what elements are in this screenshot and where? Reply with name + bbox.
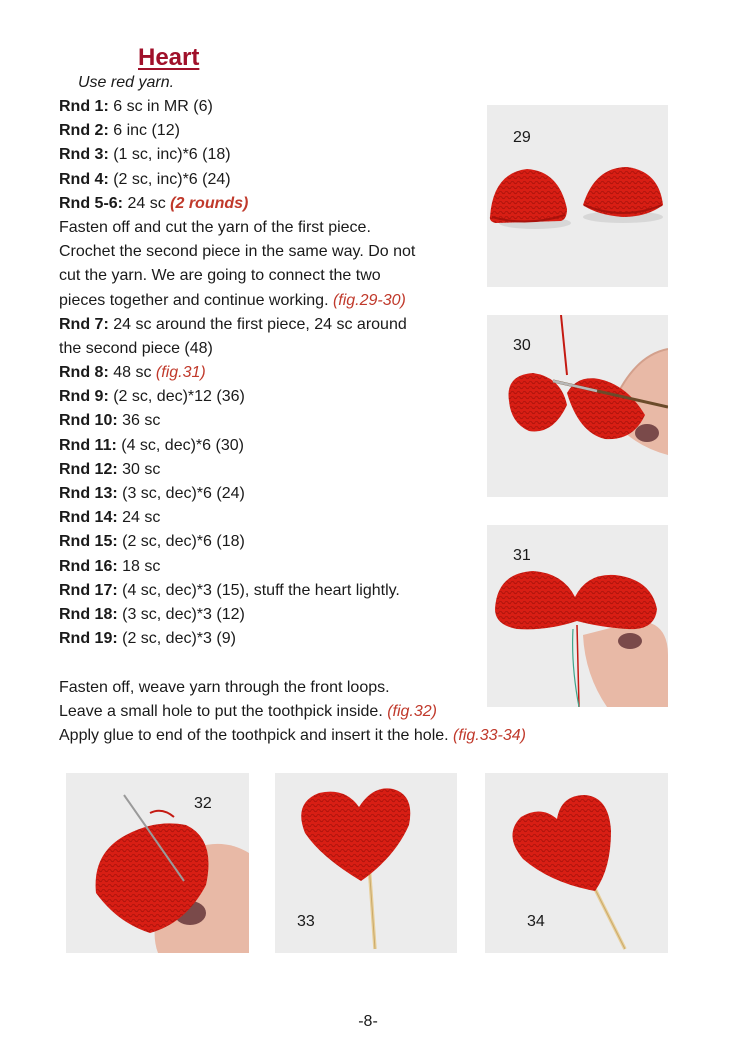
- instruction-line: [59, 192, 489, 216]
- page-title: Heart: [138, 44, 200, 71]
- round-text: 24 sc: [123, 194, 171, 212]
- round-label: Rnd 13:: [59, 485, 118, 502]
- round-text: the second piece (48): [59, 339, 213, 357]
- round-label: Rnd 7:: [59, 315, 109, 333]
- round-text: (4 sc, dec)*6 (30): [116, 436, 244, 454]
- finishing-line: [59, 724, 526, 748]
- round-text: Crochet the second piece in the same way. Do not: [59, 243, 416, 261]
- round-text: 6 sc in MR (6): [108, 98, 213, 115]
- round-text: 48 sc: [108, 364, 156, 382]
- instructions-block: [59, 95, 526, 748]
- round-text: (2 sc, dec)*6 (18): [117, 533, 245, 551]
- round-text: pieces together and continue working.: [59, 291, 333, 309]
- round-text: (2 sc, inc)*6 (24): [108, 170, 231, 188]
- rounds-note: (2 rounds): [170, 194, 249, 212]
- round-label: Rnd 15:: [59, 533, 118, 551]
- instruction-line: [59, 530, 489, 554]
- round-label: Rnd 17:: [59, 581, 118, 599]
- finishing-line: [59, 676, 489, 700]
- figure-number: 34: [527, 913, 545, 930]
- instruction-line: [59, 579, 489, 603]
- heart-with-needle-illustration: [66, 773, 249, 953]
- figure-reference: (fig.29-30): [332, 291, 406, 309]
- round-text: 24 sc: [117, 509, 161, 527]
- round-text: 36 sc: [117, 412, 161, 430]
- instruction-line: [59, 264, 489, 288]
- finishing-line: [59, 700, 489, 724]
- photo-fig-30: [487, 315, 668, 497]
- round-text: Fasten off and cut the yarn of the first piece.: [59, 218, 371, 236]
- figure-number: 30: [513, 337, 531, 354]
- instruction-line: [59, 409, 489, 433]
- finishing-text: Leave a small hole to put the toothpick inside.: [59, 702, 388, 720]
- instruction-line: [59, 482, 489, 506]
- instruction-line: [59, 313, 489, 337]
- round-label: Rnd 2:: [59, 122, 109, 140]
- round-label: Rnd 4:: [59, 170, 109, 188]
- round-label: Rnd 10:: [59, 412, 118, 430]
- round-text: 18 sc: [117, 557, 161, 575]
- page-number: -8-: [358, 1013, 378, 1030]
- instruction-line: [59, 95, 489, 119]
- finished-heart-illustration: [485, 773, 668, 953]
- figure-number: 32: [194, 795, 212, 812]
- figure-reference: (fig.31): [155, 364, 206, 382]
- photo-fig-33: [275, 773, 457, 953]
- yarn-note: Use red yarn.: [78, 74, 175, 91]
- figure-number: 29: [513, 129, 531, 146]
- finishing-text: Apply glue to end of the toothpick and insert it the hole.: [59, 726, 454, 744]
- round-label: Rnd 9:: [59, 388, 109, 406]
- spacer: [59, 651, 489, 675]
- instruction-line: [59, 361, 489, 385]
- round-text: 6 inc (12): [108, 122, 180, 140]
- instruction-line: [59, 119, 489, 143]
- photo-fig-29: [487, 105, 668, 287]
- round-label: Rnd 3:: [59, 146, 109, 164]
- round-label: Rnd 5-6:: [59, 194, 123, 212]
- instruction-line: [59, 603, 489, 627]
- round-text: 24 sc around the first piece, 24 sc around: [108, 315, 407, 333]
- round-label: Rnd 16:: [59, 557, 118, 575]
- figure-number: 31: [513, 547, 531, 564]
- photo-fig-32: [66, 773, 249, 953]
- instruction-line: [59, 143, 489, 167]
- instruction-line: [59, 385, 489, 409]
- round-text: (4 sc, dec)*3 (15), stuff the heart lightly.: [117, 581, 400, 599]
- round-label: Rnd 11:: [59, 436, 117, 454]
- instruction-line: [59, 168, 489, 192]
- instruction-line: [59, 555, 489, 579]
- instruction-line: [59, 434, 489, 458]
- round-text: 30 sc: [117, 460, 161, 478]
- finishing-text: Fasten off, weave yarn through the front loops.: [59, 678, 390, 696]
- instruction-line: [59, 216, 489, 240]
- instruction-line: [59, 627, 489, 651]
- round-text: (1 sc, inc)*6 (18): [108, 146, 231, 164]
- round-label: Rnd 8:: [59, 364, 109, 382]
- instruction-line: [59, 240, 489, 264]
- instruction-line: [59, 458, 489, 482]
- round-text: (3 sc, dec)*6 (24): [117, 485, 245, 502]
- figure-reference: (fig.32): [387, 702, 437, 720]
- round-label: Rnd 14:: [59, 509, 118, 527]
- photo-fig-31: [487, 525, 668, 707]
- round-label: Rnd 12:: [59, 460, 118, 478]
- figure-number: 33: [297, 913, 315, 930]
- photo-fig-34: [485, 773, 668, 953]
- instruction-line: [59, 289, 489, 313]
- round-label: Rnd 19:: [59, 630, 118, 648]
- round-text: (2 sc, dec)*12 (36): [108, 388, 245, 406]
- instruction-line: [59, 506, 489, 530]
- round-text: (2 sc, dec)*3 (9): [117, 630, 236, 648]
- round-label: Rnd 1:: [59, 98, 109, 115]
- instruction-line: [59, 337, 489, 361]
- figure-reference: (fig.33-34): [453, 726, 526, 744]
- round-text: (3 sc, dec)*3 (12): [117, 605, 245, 623]
- round-label: Rnd 18:: [59, 605, 118, 623]
- round-text: cut the yarn. We are going to connect the two: [59, 267, 381, 285]
